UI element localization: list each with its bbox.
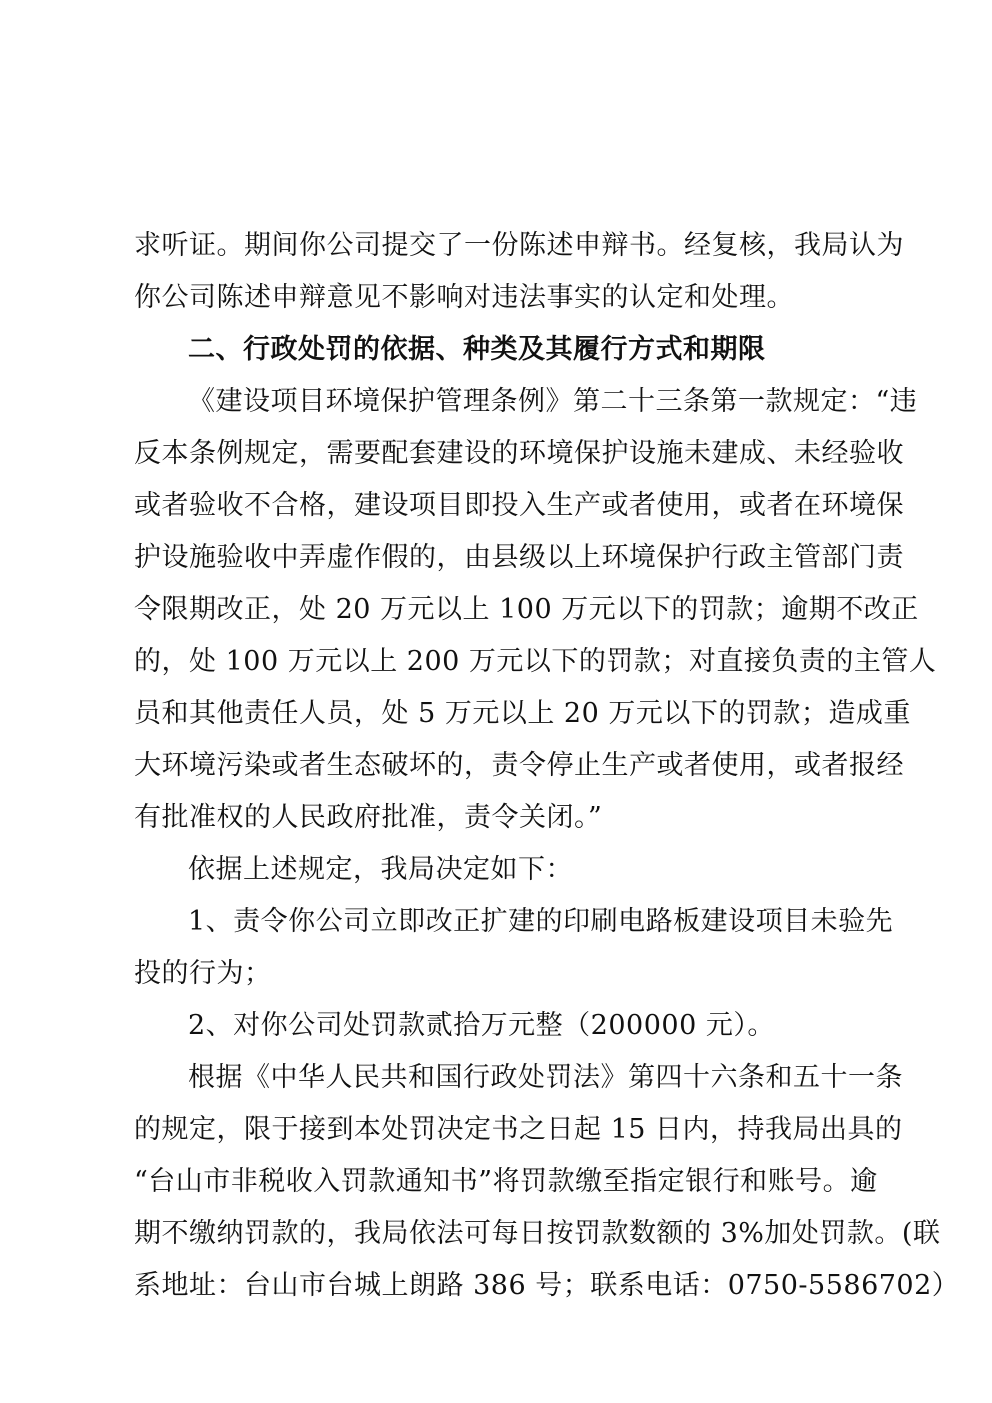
paragraph-line: 或者验收不合格，建设项目即投入生产或者使用，或者在环境保 (134, 490, 904, 521)
list-item-1-continuation: 投的行为； (134, 958, 272, 989)
paragraph-line: 你公司陈述申辩意见不影响对违法事实的认定和处理。 (134, 282, 794, 313)
paragraph-line: 令限期改正，处 20 万元以上 100 万元以下的罚款；逾期不改正 (134, 594, 919, 625)
paragraph-line: 的，处 100 万元以上 200 万元以下的罚款；对直接负责的主管人 (134, 646, 937, 677)
paragraph-line: 根据《中华人民共和国行政处罚法》第四十六条和五十一条 (188, 1062, 903, 1093)
section-heading: 二、行政处罚的依据、种类及其履行方式和期限 (188, 334, 766, 365)
paragraph-line: 求听证。期间你公司提交了一份陈述申辩书。经复核，我局认为 (134, 230, 904, 261)
paragraph-line: 大环境污染或者生态破坏的，责令停止生产或者使用，或者报经 (134, 750, 904, 781)
paragraph-line: 期不缴纳罚款的，我局依法可每日按罚款数额的 3%加处罚款。(联 (134, 1218, 941, 1249)
paragraph-line: 护设施验收中弄虚作假的，由县级以上环境保护行政主管部门责 (134, 542, 904, 573)
paragraph-line: 《建设项目环境保护管理条例》第二十三条第一款规定：“违 (188, 386, 918, 417)
paragraph-line: 反本条例规定，需要配套建设的环境保护设施未建成、未经验收 (134, 438, 904, 469)
paragraph-line: 员和其他责任人员，处 5 万元以上 20 万元以下的罚款；造成重 (134, 698, 911, 729)
list-item-1: 1、责令你公司立即改正扩建的印刷电路板建设项目未验先 (188, 906, 894, 937)
paragraph-line: 依据上述规定，我局决定如下： (188, 854, 573, 885)
list-item-2: 2、对你公司处罚款贰拾万元整（200000 元）。 (188, 1010, 775, 1041)
contact-line: 系地址：台山市台城上朗路 386 号；联系电话：0750-5586702） (134, 1270, 960, 1301)
paragraph-line: “台山市非税收入罚款通知书”将罚款缴至指定银行和账号。逾 (134, 1166, 878, 1197)
paragraph-line: 有批准权的人民政府批准，责令关闭。” (134, 802, 603, 833)
paragraph-line: 的规定，限于接到本处罚决定书之日起 15 日内，持我局出具的 (134, 1114, 903, 1145)
